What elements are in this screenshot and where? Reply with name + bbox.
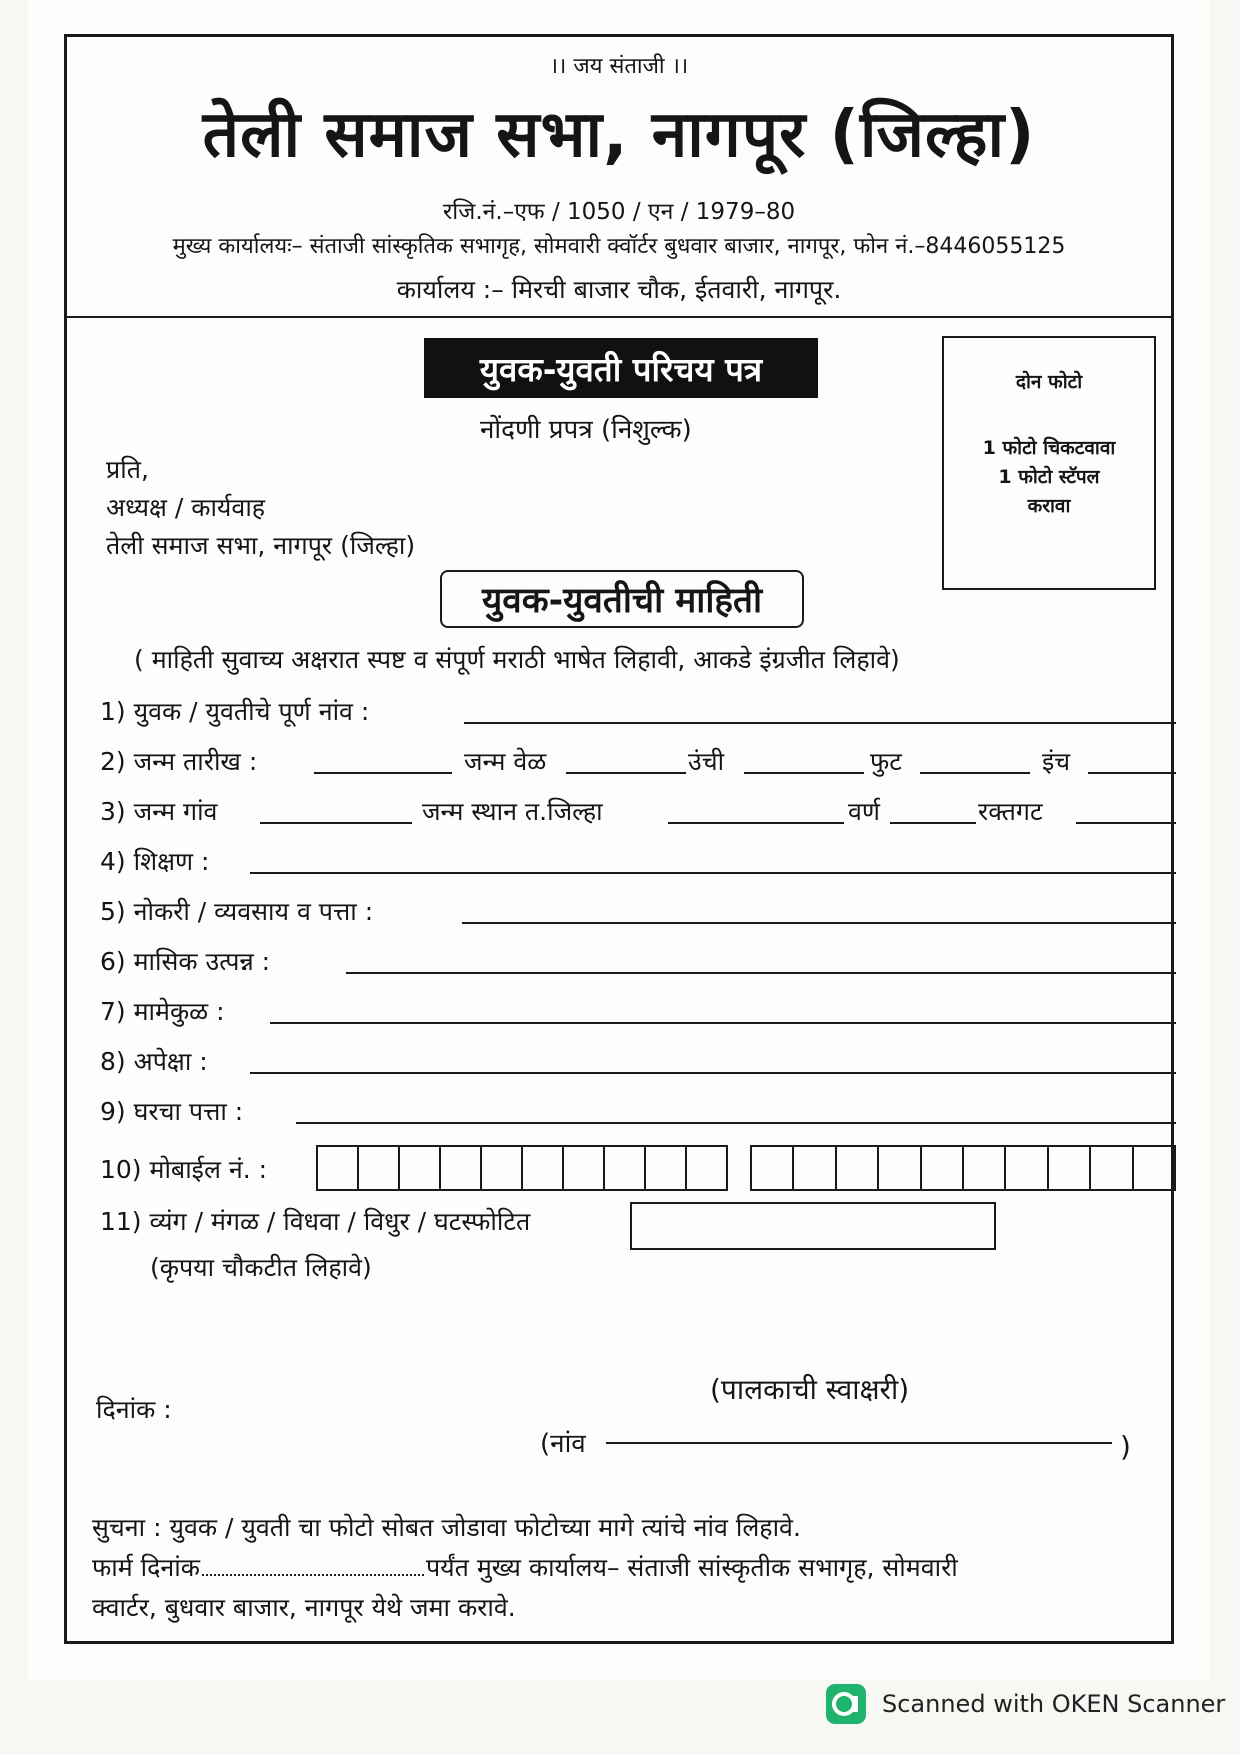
field-monthly-income[interactable] [100, 940, 1176, 980]
photo-box-line1: 1 फोटो चिकटवावा [982, 437, 1116, 459]
feet-line[interactable] [920, 772, 1030, 774]
height-line[interactable] [744, 772, 864, 774]
instruction-note: ( माहिती सुवाच्य अक्षरात स्पष्ट व संपूर्ण मराठी भाषेत लिहावी, आकडे इंग्रजीत लिहावे) [134, 645, 900, 674]
blood-group-line[interactable] [1076, 822, 1176, 824]
form-subtitle: नोंदणी प्रपत्र (निशुल्क) [480, 415, 692, 445]
field-full-name[interactable] [100, 690, 1176, 730]
marital-status-box[interactable] [630, 1202, 996, 1250]
section-title: युवक-युवतीची माहिती [440, 570, 804, 628]
addressee-line1: प्रति, [106, 455, 149, 484]
monthly-income-label: 6) मासिक उत्पन्न : [100, 947, 271, 976]
marital-status-note: (कृपया चौकटीत लिहावे) [150, 1253, 372, 1282]
education-line[interactable] [250, 872, 1176, 874]
education-label: 4) शिक्षण : [100, 847, 210, 876]
maternal-family-line[interactable] [270, 1022, 1176, 1024]
footer-note: सुचना : युवक / युवती चा फोटो सोबत जोडावा फोटोच्या मागे त्यांचे नांव लिहावे. [92, 1513, 801, 1542]
field-home-address[interactable] [100, 1090, 1176, 1130]
addressee-line3: तेली समाज सभा, नागपूर (जिल्हा) [106, 531, 416, 560]
blood-group-label: रक्तगट [978, 797, 1043, 826]
field-birth-details[interactable] [100, 740, 1176, 780]
birth-date-label: 2) जन्म तारीख : [100, 747, 258, 776]
guardian-signature-label: (पालकाची स्वाक्षरी) [710, 1373, 910, 1406]
scanner-logo-icon [826, 1684, 866, 1724]
photo-box-line3: करावा [1027, 495, 1071, 517]
field-maternal-family[interactable] [100, 990, 1176, 1030]
organization-title: तेली समाज सभा, नागपूर (जिल्हा) [202, 98, 1036, 172]
complexion-label: वर्ण [848, 797, 880, 826]
height-label: उंची [688, 747, 725, 776]
date-label: दिनांक : [96, 1395, 172, 1424]
home-address-line[interactable] [296, 1122, 1176, 1124]
field-birth-place[interactable] [100, 790, 1176, 830]
field-education[interactable] [100, 840, 1176, 880]
birth-village-label: 3) जन्म गांव [100, 797, 218, 826]
feet-label: फुट [870, 747, 902, 776]
field-occupation[interactable] [100, 890, 1176, 930]
name-open-label: (नांव [540, 1429, 586, 1459]
birth-place-line[interactable] [668, 822, 844, 824]
mobile-number-boxes-1[interactable] [316, 1145, 728, 1191]
form-date-deadline-text: पर्यंत मुख्य कार्यालय– संताजी सांस्कृतीक सभागृह, सोमवारी [425, 1553, 958, 1582]
complexion-line[interactable] [890, 822, 976, 824]
form-date-dotted-line[interactable] [202, 1574, 424, 1576]
home-address-label: 9) घरचा पत्ता : [100, 1097, 244, 1126]
footer-line3: क्वार्टर, बुधवार बाजार, नागपूर येथे जमा करावे. [92, 1593, 516, 1622]
expectations-label: 8) अपेक्षा : [100, 1047, 208, 1076]
photo-box[interactable] [942, 336, 1156, 590]
name-close-label: ) [1120, 1430, 1131, 1463]
inch-label: इंच [1042, 747, 1071, 776]
scanner-watermark-text: Scanned with OKEN Scanner [882, 1690, 1226, 1718]
monthly-income-line[interactable] [346, 972, 1176, 974]
birth-time-line[interactable] [566, 772, 686, 774]
addressee-line2: अध्यक्ष / कार्यवाह [106, 493, 266, 522]
inch-line[interactable] [1088, 772, 1176, 774]
invocation: ।। जय संताजी ।। [549, 54, 689, 79]
head-office-address: मुख्य कार्यालयः– संताजी सांस्कृतिक सभागृह, सोमवारी क्वॉर्टर बुधवार बाजार, नागपूर, फोन नं.–8446055125 [172, 234, 1066, 259]
footer-line2 [92, 1550, 958, 1584]
occupation-line[interactable] [462, 922, 1176, 924]
field-full-name-label: 1) युवक / युवतीचे पूर्ण नांव : [100, 697, 370, 726]
field-expectations[interactable] [100, 1040, 1176, 1080]
birth-time-label: जन्म वेळ [464, 747, 547, 776]
full-name-line[interactable] [464, 722, 1176, 724]
occupation-label: 5) नोकरी / व्यवसाय व पत्ता : [100, 897, 374, 926]
guardian-name-line[interactable] [606, 1442, 1112, 1444]
birth-date-line[interactable] [314, 772, 452, 774]
expectations-line[interactable] [250, 1072, 1176, 1074]
marital-status-label: 11) व्यंग / मंगळ / विधवा / विधुर / घटस्फोटित [100, 1207, 531, 1236]
maternal-family-label: 7) मामेकुळ : [100, 997, 225, 1026]
office-address: कार्यालय :– मिरची बाजार चौक, ईतवारी, नागपूर. [396, 275, 842, 304]
mobile-label: 10) मोबाईल नं. : [100, 1155, 268, 1184]
scanner-watermark [826, 1682, 1225, 1726]
birth-village-line[interactable] [260, 822, 412, 824]
form-banner: युवक-युवती परिचय पत्र [424, 338, 818, 398]
form-date-label: फार्म दिनांक [92, 1553, 200, 1582]
mobile-number-boxes-2[interactable] [750, 1145, 1176, 1191]
header-divider [64, 316, 1174, 318]
birth-place-label: जन्म स्थान त.जिल्हा [422, 797, 603, 826]
registration-number: रजि.नं.–एफ / 1050 / एन / 1979–80 [442, 199, 796, 225]
photo-box-line2: 1 फोटो स्टॅपल [998, 466, 1100, 488]
photo-box-title: दोन फोटो [1015, 371, 1083, 393]
